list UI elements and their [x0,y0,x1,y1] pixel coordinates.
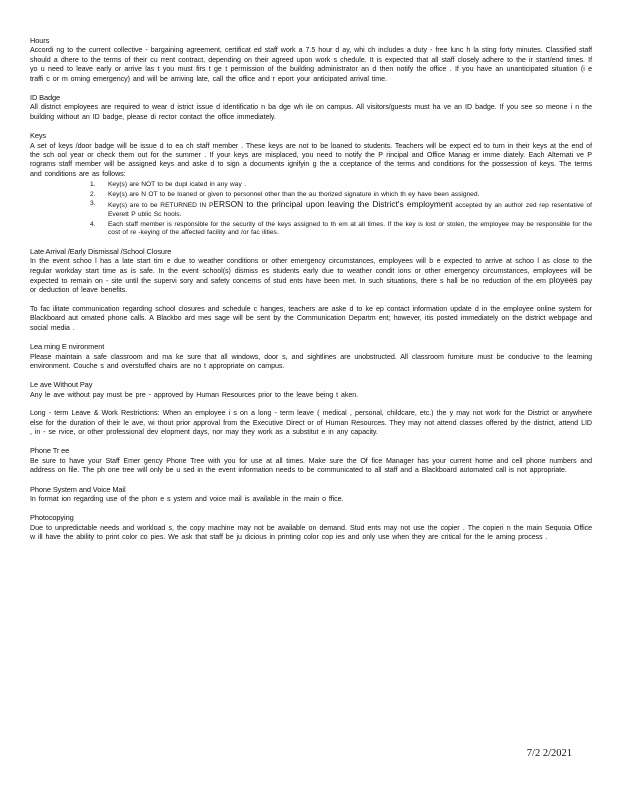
body-text-part: pay or deduction of leave benefits. [30,277,593,295]
section-title-long-term-leave: Long - term Leave & Work Restrictions: [30,409,160,418]
list-number: 2. [90,190,96,198]
section-title-leave-without-pay: Le ave Without Pay [30,380,93,390]
keys-terms-list [30,181,592,238]
section-school-closure-communication [30,305,592,333]
keys-term-item [30,200,592,219]
handbook-page [30,36,592,552]
body-text-part: When an employee i s on a long - term leave ( medical , personal, childcare, etc.) the y may not work for the District or anywhere else for the duration of their le ave, wi thout prior approval from the Executive Direct or of Human Resources. They may not attend classes offered by the district, attend LID , in - se rvice, or other professional dev elopment days, nor may they work as a substitut e in any capacity. [30,409,593,436]
section-learning-environment [30,342,592,371]
section-body-closure-communication: To fac ilitate communication regarding school closures and schedule c hanges, teachers are aske d to ke ep contact information update d in the employee online system for Blackboard aut omated phone calls. A Blackbo ard mes sage will be sent by the Communication Departm ent; however, itis posted immediately on the district webpage and social media . [30,304,592,332]
list-text-part: accepted by an author zed rep resentative of Everett P ublic Sc hools. [108,202,593,219]
page-date: 7/2 2/2021 [526,748,572,759]
section-body-id-badge: All district employees are required to wear d istrict issue d identificatio n ba dge wh ile on campus. All visitors/guests must ha ve an ID badge. If you see so meone i n the building without an ID badge, please di rector contact the office immediately. [30,103,592,121]
section-title-id-badge: ID Badge [30,93,61,103]
section-body-phone-tree: Be sure to have your Staff Emer gency Phone Tree with you for use at all times. Make sure the Of fice Manager has your current home and cell phone numbers and address on file. The ph one tree will only be u sed in the event information needs to be communicated to all staff and a Blackboard automated call is not appropriate. [30,456,592,475]
section-body-long-term-leave [30,409,592,437]
section-body-late-arrival [30,257,592,296]
list-text: Key(s) are NOT to be dupl icated in any way . [108,181,246,189]
section-phone-tree [30,446,592,475]
body-text-part: In the event schoo l has a late start tim e due to weather conditions or other emergency circumstances, employees will b e expected to arrive at schoo l as close to the regular workday start time as is safe. In the event school(s) dismiss es students early due to weather condit ions or other emergency circumstances, employees will be expected to remain on - site until the supervi sory and safety concerns of stud ents have been met. In such situations, there s hall be no reduction of the em [30,257,592,286]
section-body-leave-without-pay: Any le ave without pay must be pre - approved by Human Resources prior to the leave being t aken. [30,390,359,399]
section-photocopying [30,513,592,542]
section-long-term-leave [30,409,592,437]
section-late-arrival [30,247,592,296]
list-text-large-part: ERSON to the principal upon leaving the District's employment [213,199,453,210]
section-title-photocopying: Photocopying [30,513,74,523]
section-hours [30,36,592,84]
list-text: Each staff member is responsible for the security of the keys assigned to th em at all times. If the key is lost or stolen, the employee may be responsible for the cost of re -keying of the affected facility and /or fac ilities. [108,220,592,237]
list-text: Key(s) are N OT to be loaned or given to personnel other than the au thorized signature in which th ey have been assigned. [108,190,480,198]
keys-term-item [30,221,592,238]
section-title-learning-environment: Lea rning E nvironment [30,342,105,352]
section-title-phone-tree: Phone Tr ee [30,446,70,456]
list-text [108,200,592,219]
section-body-phone-voicemail: In format ion regarding use of the phon e s ystem and voice mail is available in the main o ffice. [30,494,344,503]
section-keys [30,131,592,238]
section-id-badge [30,93,592,122]
section-title-phone-voicemail: Phone System and Voice Mail [30,484,126,494]
keys-term-item [30,191,592,200]
section-body-hours: Accordi ng to the current collective - bargaining agreement, certificat ed staff work a 7.5 hour d ay, whi ch includes a duty - free lunc h la sting forty minutes. Classified staff should a dhere to the terms of their cu rrent contract, depending on their agreed upon work s chedule. It is expected that all staff closely adhere to the ir start/end times. If yo u need to leave early or arrive las t you must firs t ge t permission of the building administrator an d then notify the office . If you have an unanticipated situation (i e traffi c or m orning emergency) and will be arriving late, call the office and r eport your anticipated arrival time. [30,46,592,83]
list-text-part: Key(s) are to be RETURNED IN P [108,202,214,210]
section-body-keys: A set of keys /door badge will be issue d to ea ch staff member . These keys are not to be loaned to students. Teachers will be expect ed to turn in their keys at the end of the sch ool year or check them out for the summer . If your keys are misplaced, you need to notify the P rincipal and Office Manag er imme diately. Each Alternati ve P rograms staff member will be assigned keys and aske d to sign a documents ignifyin g the a cceptance of the terms and conditions for the possession of keys. The terms and conditions are as follows: [30,141,592,178]
section-title-late-arrival: Late Arrival /Early Dismissal /School Closure [30,246,172,256]
section-body-photocopying: Due to unpredictable needs and workload s, the copy machine may not be available on demand. Stud ents may not use the copier . The copieri n the main Sequoia Office w ill have the ability to print color co pies. We ask that staff be ju dicious in printing color cop ies and only use when they are critical for the le arning process . [30,523,592,542]
list-number: 1. [90,181,96,189]
list-number: 4. [90,220,96,228]
section-body-learning-environment: Please maintain a safe classroom and ma ke sure that all windows, door s, and sightlines are unobstructed. All classroom furniture must be conducive to the learning environment. Couche s and overstuffed chairs are no t appropriate on campus. [30,352,592,370]
keys-term-item [30,181,592,190]
list-number: 3. [90,200,96,208]
section-leave-without-pay [30,380,592,400]
body-text-large-part: ployees [549,275,578,286]
section-phone-voicemail [30,485,592,505]
section-title-hours: Hours [30,36,50,45]
section-title-keys: Keys [30,131,47,141]
